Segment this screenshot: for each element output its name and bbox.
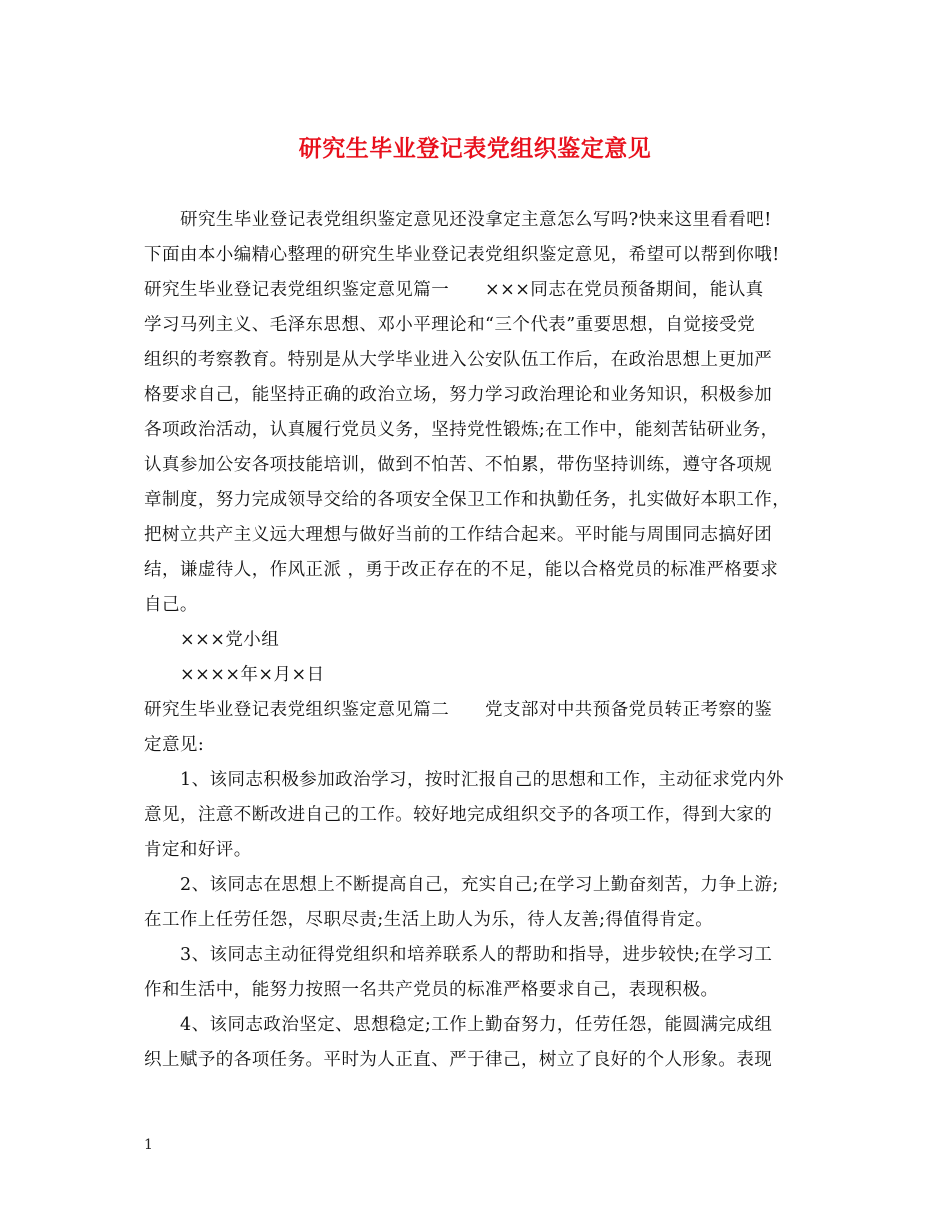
list-item-line: 4、该同志政治坚定、思想稳定;工作上勤奋努力，任劳任怨，能圆满完成组 <box>180 1015 773 1035</box>
paragraph-line: 各项政治活动，认真履行党员义务，坚持党性锻炼;在工作中，能刻苦钻研业务， <box>144 420 779 440</box>
paragraph-line: 研究生毕业登记表党组织鉴定意见篇二 党支部对中共预备党员转正考察的鉴 <box>144 700 773 720</box>
document-title: 研究生毕业登记表党组织鉴定意见 <box>298 135 652 162</box>
paragraph-line: 定意见: <box>144 735 205 755</box>
list-item-line: 在工作上任劳任怨，尽职尽责;生活上助人为乐，待人友善;得值得肯定。 <box>144 910 714 930</box>
list-item-line: 1、该同志积极参加政治学习，按时汇报自己的思想和工作，主动征求党内外 <box>180 770 784 790</box>
paragraph-line: 研究生毕业登记表党组织鉴定意见篇一 ×××同志在党员预备期间，能认真 <box>144 280 764 300</box>
paragraph-line: 学习马列主义、毛泽东思想、邓小平理论和“三个代表”重要思想，自觉接受党 <box>144 315 756 335</box>
paragraph-line: 格要求自己，能坚持正确的政治立场，努力学习政治理论和业务知识，积极参加 <box>144 385 773 405</box>
list-item-line: 肯定和好评。 <box>144 840 252 860</box>
paragraph-line: 结，谦虚待人，作风正派 ，勇于改正存在的不足，能以合格党员的标准严格要求 <box>144 560 779 580</box>
list-item-line: 2、该同志在思想上不断提高自己，充实自己;在学习上勤奋刻苦，力争上游; <box>180 875 779 895</box>
list-item-line: 3、该同志主动征得党组织和培养联系人的帮助和指导，进步较快;在学习工 <box>180 945 773 965</box>
paragraph-line: 把树立共产主义远大理想与做好当前的工作结合起来。平时能与周围同志搞好团 <box>144 525 773 545</box>
paragraph-line: 下面由本小编精心整理的研究生毕业登记表党组织鉴定意见，希望可以帮到你哦! <box>144 245 780 265</box>
paragraph-line: 章制度，努力完成领导交给的各项安全保卫工作和执勤任务，扎实做好本职工作， <box>144 490 791 510</box>
list-item-line: 意见，注意不断改进自己的工作。较好地完成组织交予的各项工作，得到大家的 <box>144 805 773 825</box>
paragraph-line: 研究生毕业登记表党组织鉴定意见还没拿定主意怎么写吗?快来这里看看吧! <box>180 210 772 230</box>
signature-group: ×××党小组 <box>180 630 280 650</box>
paragraph-line: 组织的考察教育。特别是从大学毕业进入公安队伍工作后，在政治思想上更加严 <box>144 350 773 370</box>
list-item-line: 作和生活中，能努力按照一名共产党员的标准严格要求自己，表现积极。 <box>144 980 719 1000</box>
paragraph-line: 自己。 <box>144 595 198 615</box>
signature-date: ××××年×月×日 <box>180 665 325 685</box>
paragraph-line: 认真参加公安各项技能培训，做到不怕苦、不怕累，带伤坚持训练，遵守各项规 <box>144 455 773 475</box>
list-item-line: 织上赋予的各项任务。平时为人正直、严于律己，树立了良好的个人形象。表现 <box>144 1050 773 1070</box>
page-number: 1 <box>144 1137 153 1153</box>
